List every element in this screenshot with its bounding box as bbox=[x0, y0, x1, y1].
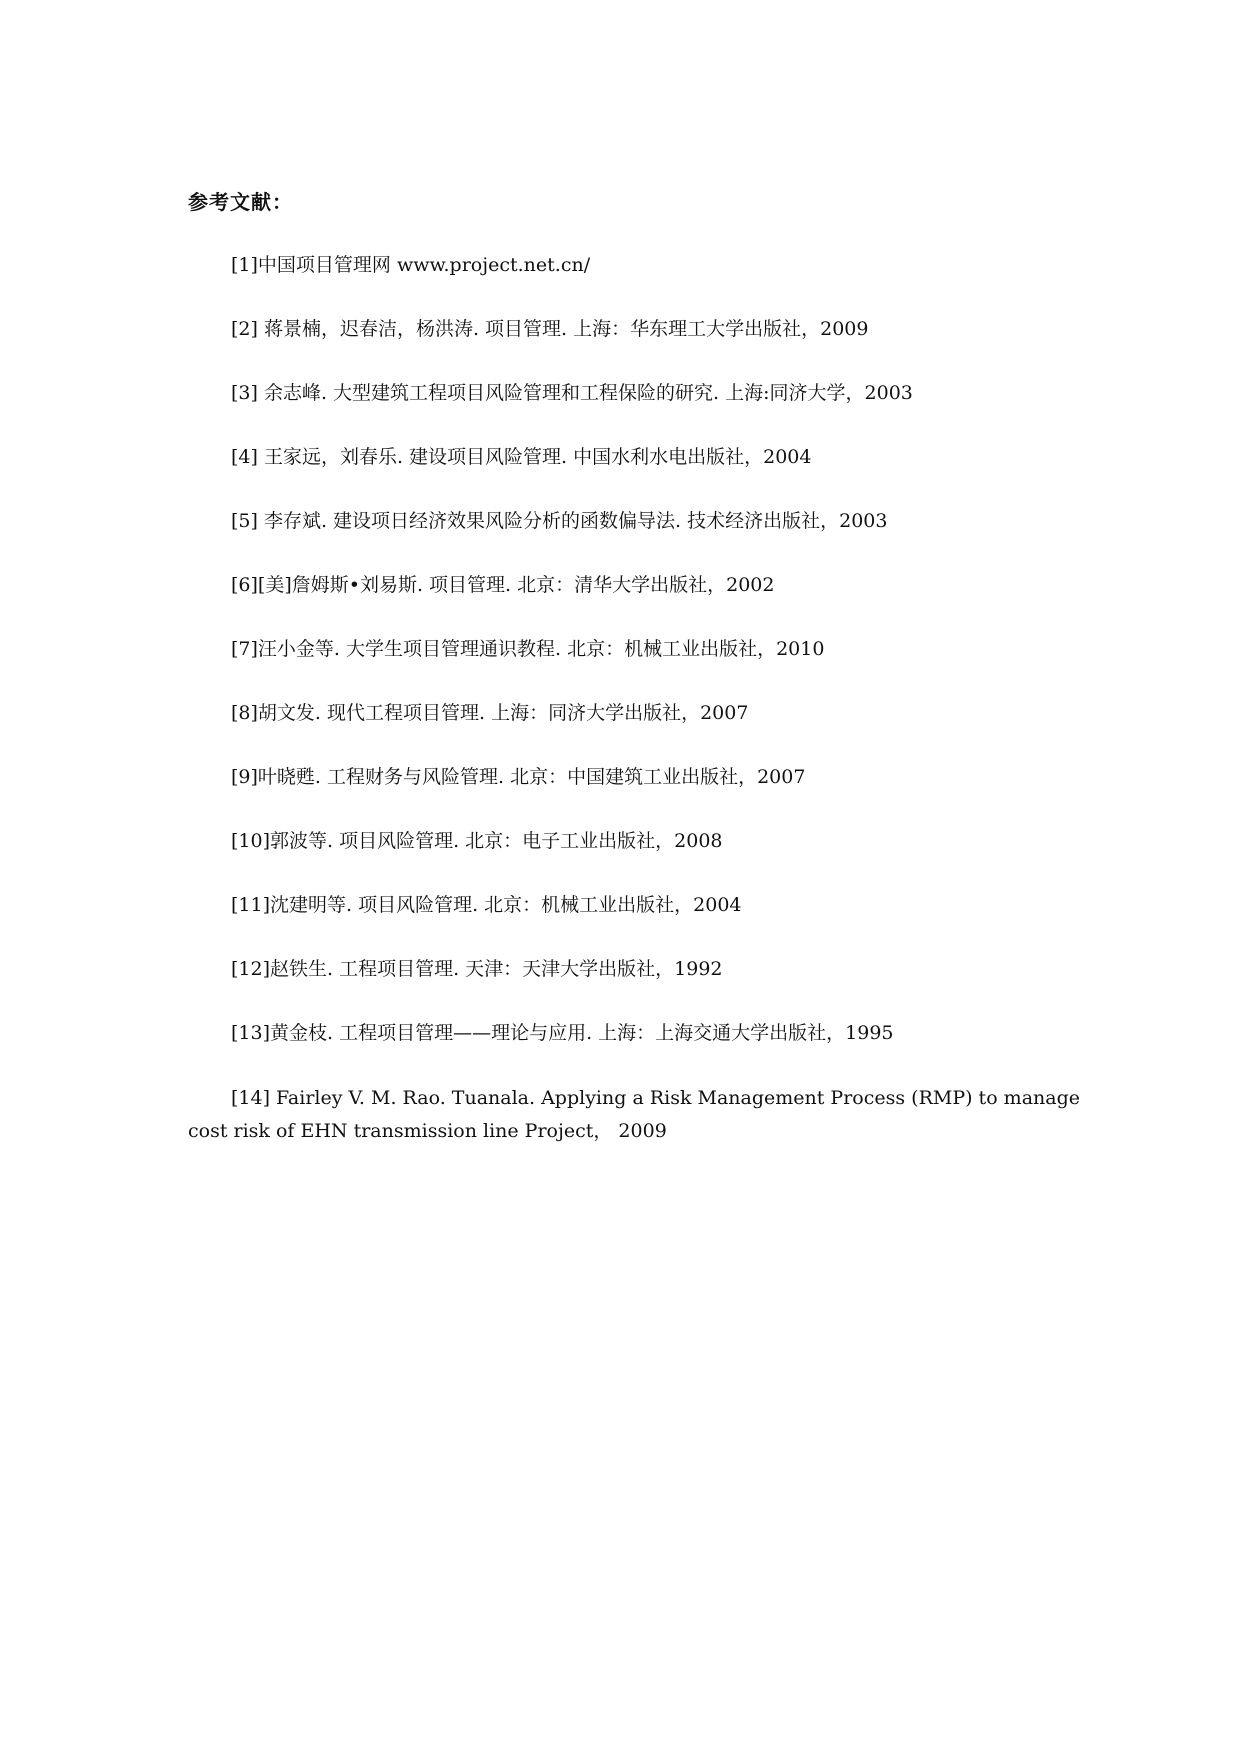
reference-item-11: [11]沈建明等. 项目风险管理. 北京：机械工业出版社，2004 bbox=[231, 894, 742, 916]
reference-item-14-line-1: [14] Fairley V. M. Rao. Tuanala. Applying a Risk Management Process (RMP) to manage bbox=[231, 1087, 1080, 1109]
reference-item-5: [5] 李存斌. 建设项日经济效果风险分析的函数偏导法. 技术经济出版社，2003 bbox=[231, 510, 888, 532]
reference-item-14 bbox=[188, 1082, 1080, 1148]
reference-item-13: [13]黄金枝. 工程项目管理——理论与应用. 上海：上海交通大学出版社，1995 bbox=[231, 1022, 894, 1044]
reference-item-2: [2] 蒋景楠，迟春洁，杨洪涛. 项目管理. 上海：华东理工大学出版社，2009 bbox=[231, 318, 869, 340]
reference-item-7: [7]汪小金等. 大学生项目管理通识教程. 北京：机械工业出版社，2010 bbox=[231, 638, 825, 660]
references-heading: 参考文献： bbox=[188, 190, 293, 214]
reference-item-12: [12]赵铁生. 工程项目管理. 天津：天津大学出版社，1992 bbox=[231, 958, 723, 980]
reference-item-4: [4] 王家远，刘春乐. 建设项目风险管理. 中国水利水电出版社，2004 bbox=[231, 446, 812, 468]
reference-item-3: [3] 余志峰. 大型建筑工程项目风险管理和工程保险的研究. 上海:同济大学，2003 bbox=[231, 382, 913, 404]
reference-item-8: [8]胡文发. 现代工程项目管理. 上海：同济大学出版社，2007 bbox=[231, 702, 749, 724]
reference-item-1: [1]中国项目管理网 www.project.net.cn/ bbox=[231, 254, 591, 276]
reference-item-10: [10]郭波等. 项目风险管理. 北京：电子工业出版社，2008 bbox=[231, 830, 723, 852]
reference-item-14-line-2: cost risk of EHN transmission line Project， 2009 bbox=[188, 1120, 667, 1142]
reference-item-6: [6][美]詹姆斯•刘易斯. 项目管理. 北京：清华大学出版社，2002 bbox=[231, 574, 775, 596]
reference-item-9: [9]叶晓甦. 工程财务与风险管理. 北京：中国建筑工业出版社，2007 bbox=[231, 766, 806, 788]
